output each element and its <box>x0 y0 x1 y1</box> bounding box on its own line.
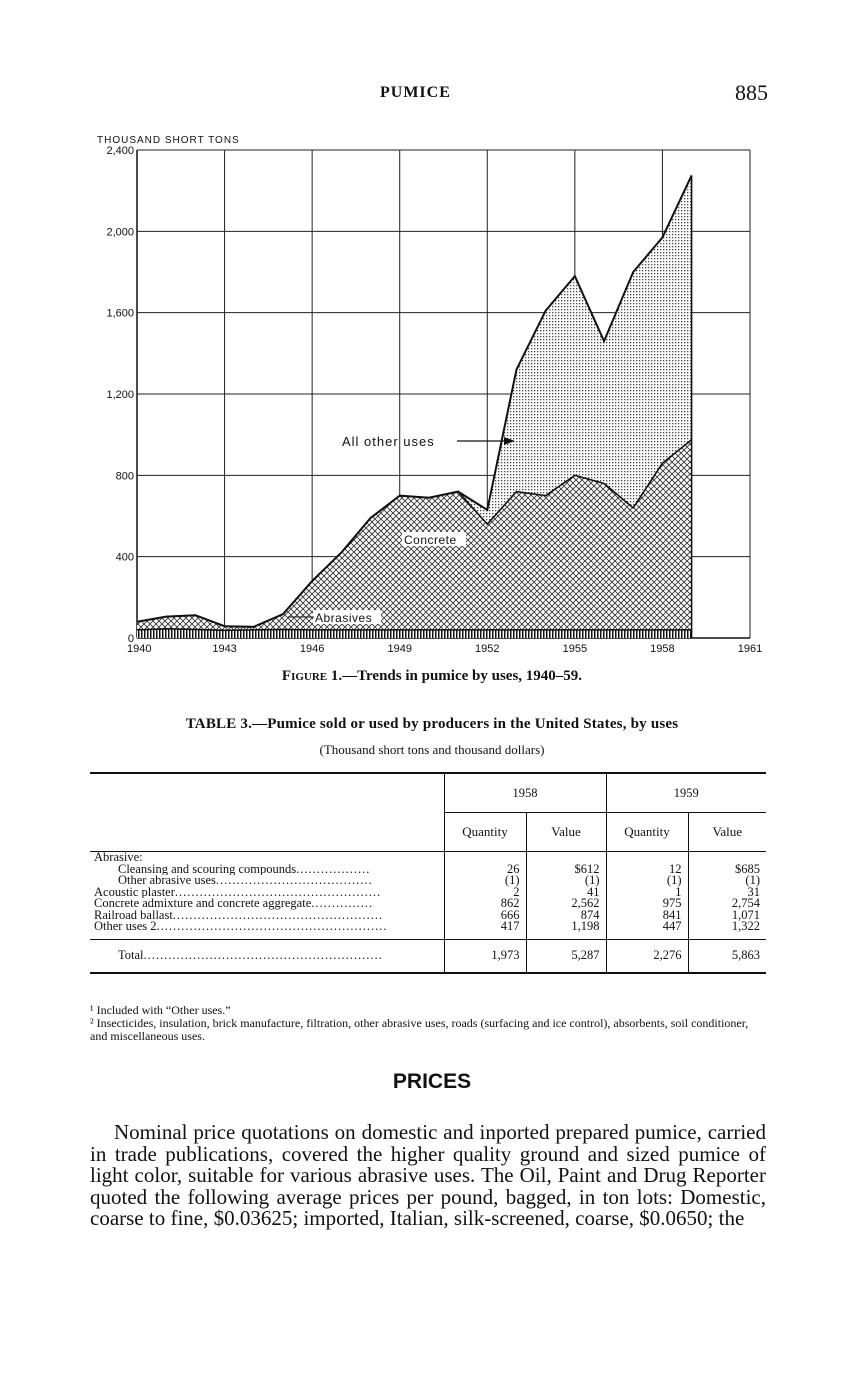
x-tick-label: 1958 <box>650 643 675 655</box>
column-header: Quantity <box>444 813 526 852</box>
total-cell: 2,276 <box>606 939 688 973</box>
x-tick-label: 1955 <box>562 643 588 655</box>
table-cell: 2,754 <box>688 898 766 910</box>
body-paragraph: Nominal price quotations on domestic and inported prepared pumice, carried in trade publications, covered the higher quality ground and sized pumice of light color, suitable for various abrasive uses. The Oil, Paint and Drug Reporter quoted the following average prices per pound, bagged, in ton lots: Domestic, coarse to fine, $0.03625; imported, Italian, silk-screened, coarse, $0.0650; the <box>90 1120 766 1230</box>
y-axis-label: THOUSAND SHORT TONS <box>97 135 240 146</box>
table-cell: (1) <box>526 875 606 887</box>
figure-caption-label: Figure 1. <box>281 668 343 684</box>
x-tick-label: 1940 <box>127 643 152 655</box>
x-tick-label: 1961 <box>737 643 763 655</box>
table-cell: (1) <box>688 875 766 887</box>
chart-areas <box>137 175 692 638</box>
leader-dots: ...................................... <box>215 875 373 887</box>
table-cell: 1,198 <box>526 921 606 933</box>
leader-dots: ............... <box>311 898 374 910</box>
table-cell: (1) <box>444 875 526 887</box>
y-tick-label: 2,400 <box>106 145 134 157</box>
row-label-text: Railroad ballast <box>94 909 173 921</box>
leader-dots: .................. <box>296 863 371 875</box>
footnotes <box>90 1004 766 1043</box>
column-header: Quantity <box>606 813 688 852</box>
table-cell: 1 <box>606 887 688 899</box>
table-cell: 12 <box>606 864 688 876</box>
row-label <box>90 864 444 876</box>
total-cell: 5,287 <box>526 939 606 973</box>
table-cell: 31 <box>688 887 766 899</box>
x-tick-label: 1946 <box>299 643 325 655</box>
table-cell: 975 <box>606 898 688 910</box>
total-cell: 5,863 <box>688 939 766 973</box>
table-cell: $612 <box>526 864 606 876</box>
body-text <box>90 1122 766 1230</box>
y-tick-label: 2,000 <box>106 226 134 239</box>
table-cell: 26 <box>444 864 526 876</box>
table-row <box>90 864 766 876</box>
row-label-text: Concrete admixture and concrete aggregate <box>94 898 312 910</box>
table-cell: 666 <box>444 910 526 922</box>
page-number: 885 <box>735 80 768 105</box>
running-head: PUMICE <box>380 84 451 101</box>
row-label-text: Cleansing and scouring compounds <box>118 863 297 875</box>
total-row <box>90 939 766 973</box>
table-row <box>90 921 766 933</box>
table-cell: 417 <box>444 921 526 933</box>
footnote-1: ¹ Included with “Other uses.” <box>90 1003 231 1017</box>
y-tick-label: 1,200 <box>106 389 134 401</box>
leader-dots: .................................................. <box>174 886 382 898</box>
table-cell: 1,071 <box>688 910 766 922</box>
table-cell: 862 <box>444 898 526 910</box>
row-label <box>90 910 444 922</box>
x-tick-label: 1943 <box>212 643 237 655</box>
row-label-text: Other abrasive uses <box>118 875 216 887</box>
x-tick-label: 1949 <box>387 643 412 655</box>
row-label <box>90 887 444 899</box>
table-title: TABLE 3.—Pumice sold or used by producers in the United States, by uses <box>185 716 679 732</box>
leader-dots: ................................................... <box>172 909 384 921</box>
header-blank <box>90 773 444 852</box>
y-tick-label: 0 <box>127 633 134 645</box>
trend-chart <box>0 0 864 665</box>
leader-dots: .......................................................... <box>143 947 383 962</box>
header-row-years <box>90 773 766 813</box>
table-cell: 874 <box>526 910 606 922</box>
column-header: Value <box>526 813 606 852</box>
year-header: 1958 <box>444 773 606 813</box>
column-header: Value <box>688 813 766 852</box>
table-cell: 2,562 <box>526 898 606 910</box>
table-cell: 41 <box>526 887 606 899</box>
y-tick-label: 1,600 <box>106 307 134 320</box>
figure-caption-text: —Trends in pumice by uses, 1940–59. <box>342 668 583 684</box>
row-label-text: Abrasive: <box>94 851 143 864</box>
leader-dots: ........................................................ <box>156 921 388 933</box>
data-table <box>90 772 766 974</box>
figure-caption <box>0 668 864 685</box>
row-label-text: Other uses 2 <box>94 921 157 933</box>
table-cell: $685 <box>688 864 766 876</box>
row-label <box>90 875 444 887</box>
table-cell: 447 <box>606 921 688 933</box>
table-cell: 1,322 <box>688 921 766 933</box>
x-tick-label: 1952 <box>475 643 500 655</box>
annotation-concrete: Concrete <box>404 533 457 547</box>
row-label <box>90 921 444 933</box>
table-subtitle: (Thousand short tons and thousand dollars) <box>319 742 545 757</box>
table-row <box>90 875 766 887</box>
row-label <box>90 852 444 864</box>
footnote-2: ² Insecticides, insulation, brick manufacture, filtration, other abrasive uses, roads (surfacing and ice control), absorbents, soil conditioner, and miscellaneous uses. <box>90 1016 749 1043</box>
section-heading: PRICES <box>392 1070 472 1093</box>
year-header: 1959 <box>606 773 766 813</box>
annotation-all-other-uses: All other uses <box>342 434 435 449</box>
row-label <box>90 898 444 910</box>
table-cell: (1) <box>606 875 688 887</box>
table-cell: 841 <box>606 910 688 922</box>
total-label-text: Total <box>118 947 144 962</box>
table-row <box>90 852 766 864</box>
y-tick-label: 800 <box>115 470 134 483</box>
table-cell: 2 <box>444 887 526 899</box>
row-label-text: Acoustic plaster <box>94 886 175 898</box>
y-tick-label: 400 <box>115 551 134 564</box>
total-label <box>90 939 444 973</box>
total-cell: 1,973 <box>444 939 526 973</box>
annotation-abrasives: Abrasives <box>315 611 373 625</box>
